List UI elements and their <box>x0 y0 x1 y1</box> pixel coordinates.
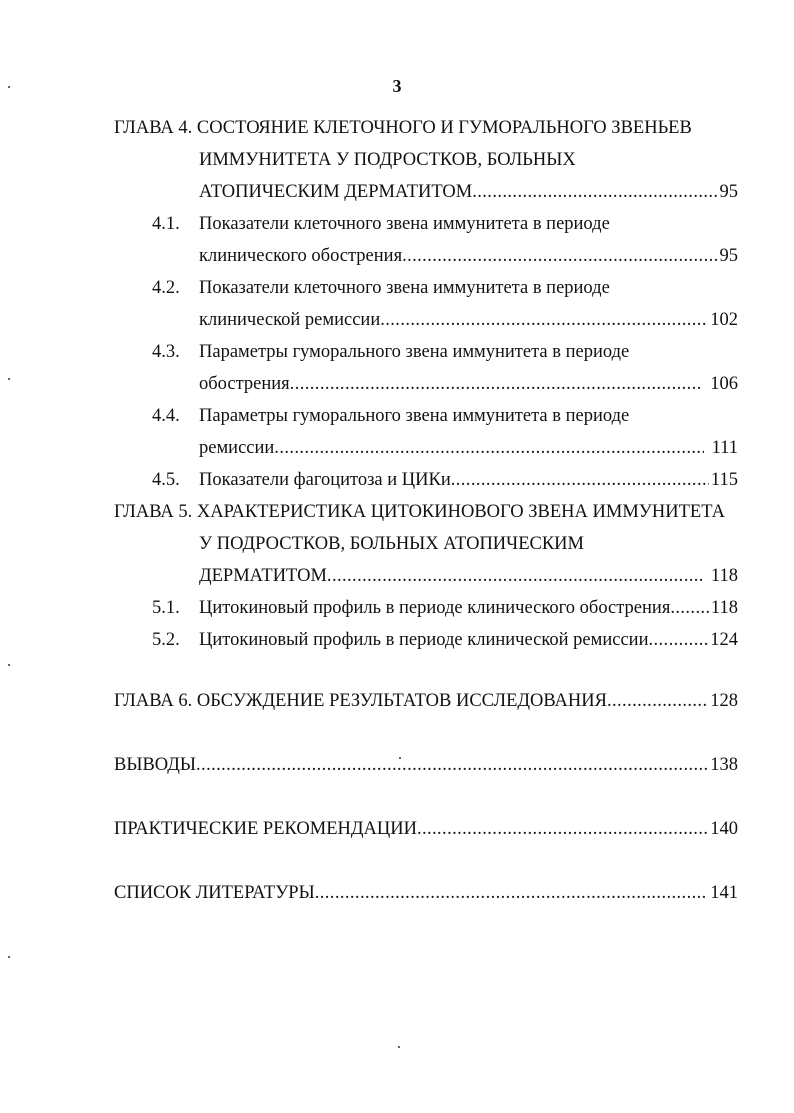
section-title: Цитокиновый профиль в периоде клинической ремиссии <box>199 630 649 650</box>
page-ref: 128 <box>710 691 738 711</box>
section-4-3-line-1 <box>152 340 629 364</box>
page-ref: 140 <box>710 819 738 839</box>
toc-entry-section-4-5[interactable] <box>152 468 738 492</box>
section-number: 4.3. <box>152 342 180 362</box>
section-number: 4.1. <box>152 214 180 234</box>
page-ref: 138 <box>710 755 738 775</box>
dot-leader <box>472 180 717 204</box>
section-4-4-line-1 <box>152 404 629 428</box>
page-ref: 141 <box>710 883 738 903</box>
chapter-5-title-line-2: У ПОДРОСТКОВ, БОЛЬНЫХ АТОПИЧЕСКИМ <box>199 534 584 554</box>
toc-entry-section-5-1[interactable] <box>152 596 738 620</box>
page-ref: 118 <box>710 566 738 586</box>
section-title-cont: ремиссии <box>199 438 275 458</box>
toc-entry-references[interactable] <box>114 881 738 905</box>
scan-speck <box>8 86 10 88</box>
chapter-5-title-line-1: ГЛАВА 5. ХАРАКТЕРИСТИКА ЦИТОКИНОВОГО ЗВЕНА ИММУНИТЕТА <box>114 502 725 522</box>
scan-speck <box>8 956 10 958</box>
dot-leader <box>417 817 708 841</box>
page-ref: 111 <box>711 438 738 458</box>
chapter-4-title-line-2: ИММУНИТЕТА У ПОДРОСТКОВ, БОЛЬНЫХ <box>199 150 576 170</box>
section-title-cont: обострения <box>199 374 290 394</box>
dot-leader <box>327 564 703 588</box>
section-number: 4.5. <box>152 470 180 490</box>
toc-entry-section-4-3[interactable] <box>199 372 738 396</box>
toc-entry-section-5-2[interactable] <box>152 628 738 652</box>
dot-leader <box>380 308 708 332</box>
page-ref: 95 <box>719 182 738 202</box>
dot-leader <box>451 468 709 492</box>
chapter-6-title: ГЛАВА 6. ОБСУЖДЕНИЕ РЕЗУЛЬТАТОВ ИССЛЕДОВАНИЯ <box>114 691 607 711</box>
scan-speck <box>398 1046 400 1048</box>
toc-entry-recommendations[interactable] <box>114 817 738 841</box>
dot-leader <box>290 372 701 396</box>
toc-entry-chapter-4[interactable] <box>199 180 738 204</box>
chapter-5-title-line-3: ДЕРМАТИТОМ <box>199 566 327 586</box>
section-number: 5.1. <box>152 598 180 618</box>
dot-leader <box>607 689 708 713</box>
toc-entry-chapter-5[interactable] <box>199 564 738 588</box>
toc-entry-section-4-2[interactable] <box>199 308 738 332</box>
page-ref: 95 <box>719 246 738 266</box>
scan-speck <box>8 378 10 380</box>
dot-leader <box>648 628 708 652</box>
section-number: 5.2. <box>152 630 180 650</box>
toc-entry-section-4-4[interactable] <box>199 436 738 460</box>
dot-leader <box>274 436 703 460</box>
page-number: 3 <box>392 76 402 96</box>
section-title-cont: клинической ремиссии <box>199 310 381 330</box>
page-ref: 115 <box>710 470 738 490</box>
section-title: Показатели клеточного звена иммунитета в периоде <box>199 214 610 234</box>
toc-entry-chapter-6[interactable] <box>114 689 738 713</box>
section-4-2-line-1 <box>152 276 610 300</box>
scan-speck <box>399 757 401 759</box>
toc-entry-section-4-1[interactable] <box>199 244 738 268</box>
page-ref: 118 <box>710 598 738 618</box>
conclusions-title: ВЫВОДЫ <box>114 755 197 775</box>
section-number: 4.2. <box>152 278 180 298</box>
section-title: Параметры гуморального звена иммунитета в периоде <box>199 406 630 426</box>
recommendations-title: ПРАКТИЧЕСКИЕ РЕКОМЕНДАЦИИ <box>114 819 417 839</box>
chapter-4-title-line-3: АТОПИЧЕСКИМ ДЕРМАТИТОМ <box>199 182 473 202</box>
section-title: Параметры гуморального звена иммунитета в периоде <box>199 342 630 362</box>
dot-leader <box>402 244 717 268</box>
section-title: Цитокиновый профиль в периоде клинического обострения <box>199 598 671 618</box>
chapter-4-title-line-1: ГЛАВА 4. СОСТОЯНИЕ КЛЕТОЧНОГО И ГУМОРАЛЬНОГО ЗВЕНЬЕВ <box>114 118 692 138</box>
page-ref: 102 <box>710 310 738 330</box>
section-title: Показатели клеточного звена иммунитета в периоде <box>199 278 610 298</box>
page-ref: 124 <box>710 630 738 650</box>
section-title-cont: клинического обострения <box>199 246 403 266</box>
dot-leader <box>196 753 708 777</box>
section-4-1-line-1 <box>152 212 610 236</box>
dot-leader <box>670 596 709 620</box>
scan-speck <box>8 664 10 666</box>
section-title: Показатели фагоцитоза и ЦИКи <box>199 470 451 490</box>
section-number: 4.4. <box>152 406 180 426</box>
toc-entry-conclusions[interactable] <box>114 753 738 777</box>
dot-leader <box>315 881 709 905</box>
page-ref: 106 <box>710 374 738 394</box>
references-title: СПИСОК ЛИТЕРАТУРЫ <box>114 883 315 903</box>
